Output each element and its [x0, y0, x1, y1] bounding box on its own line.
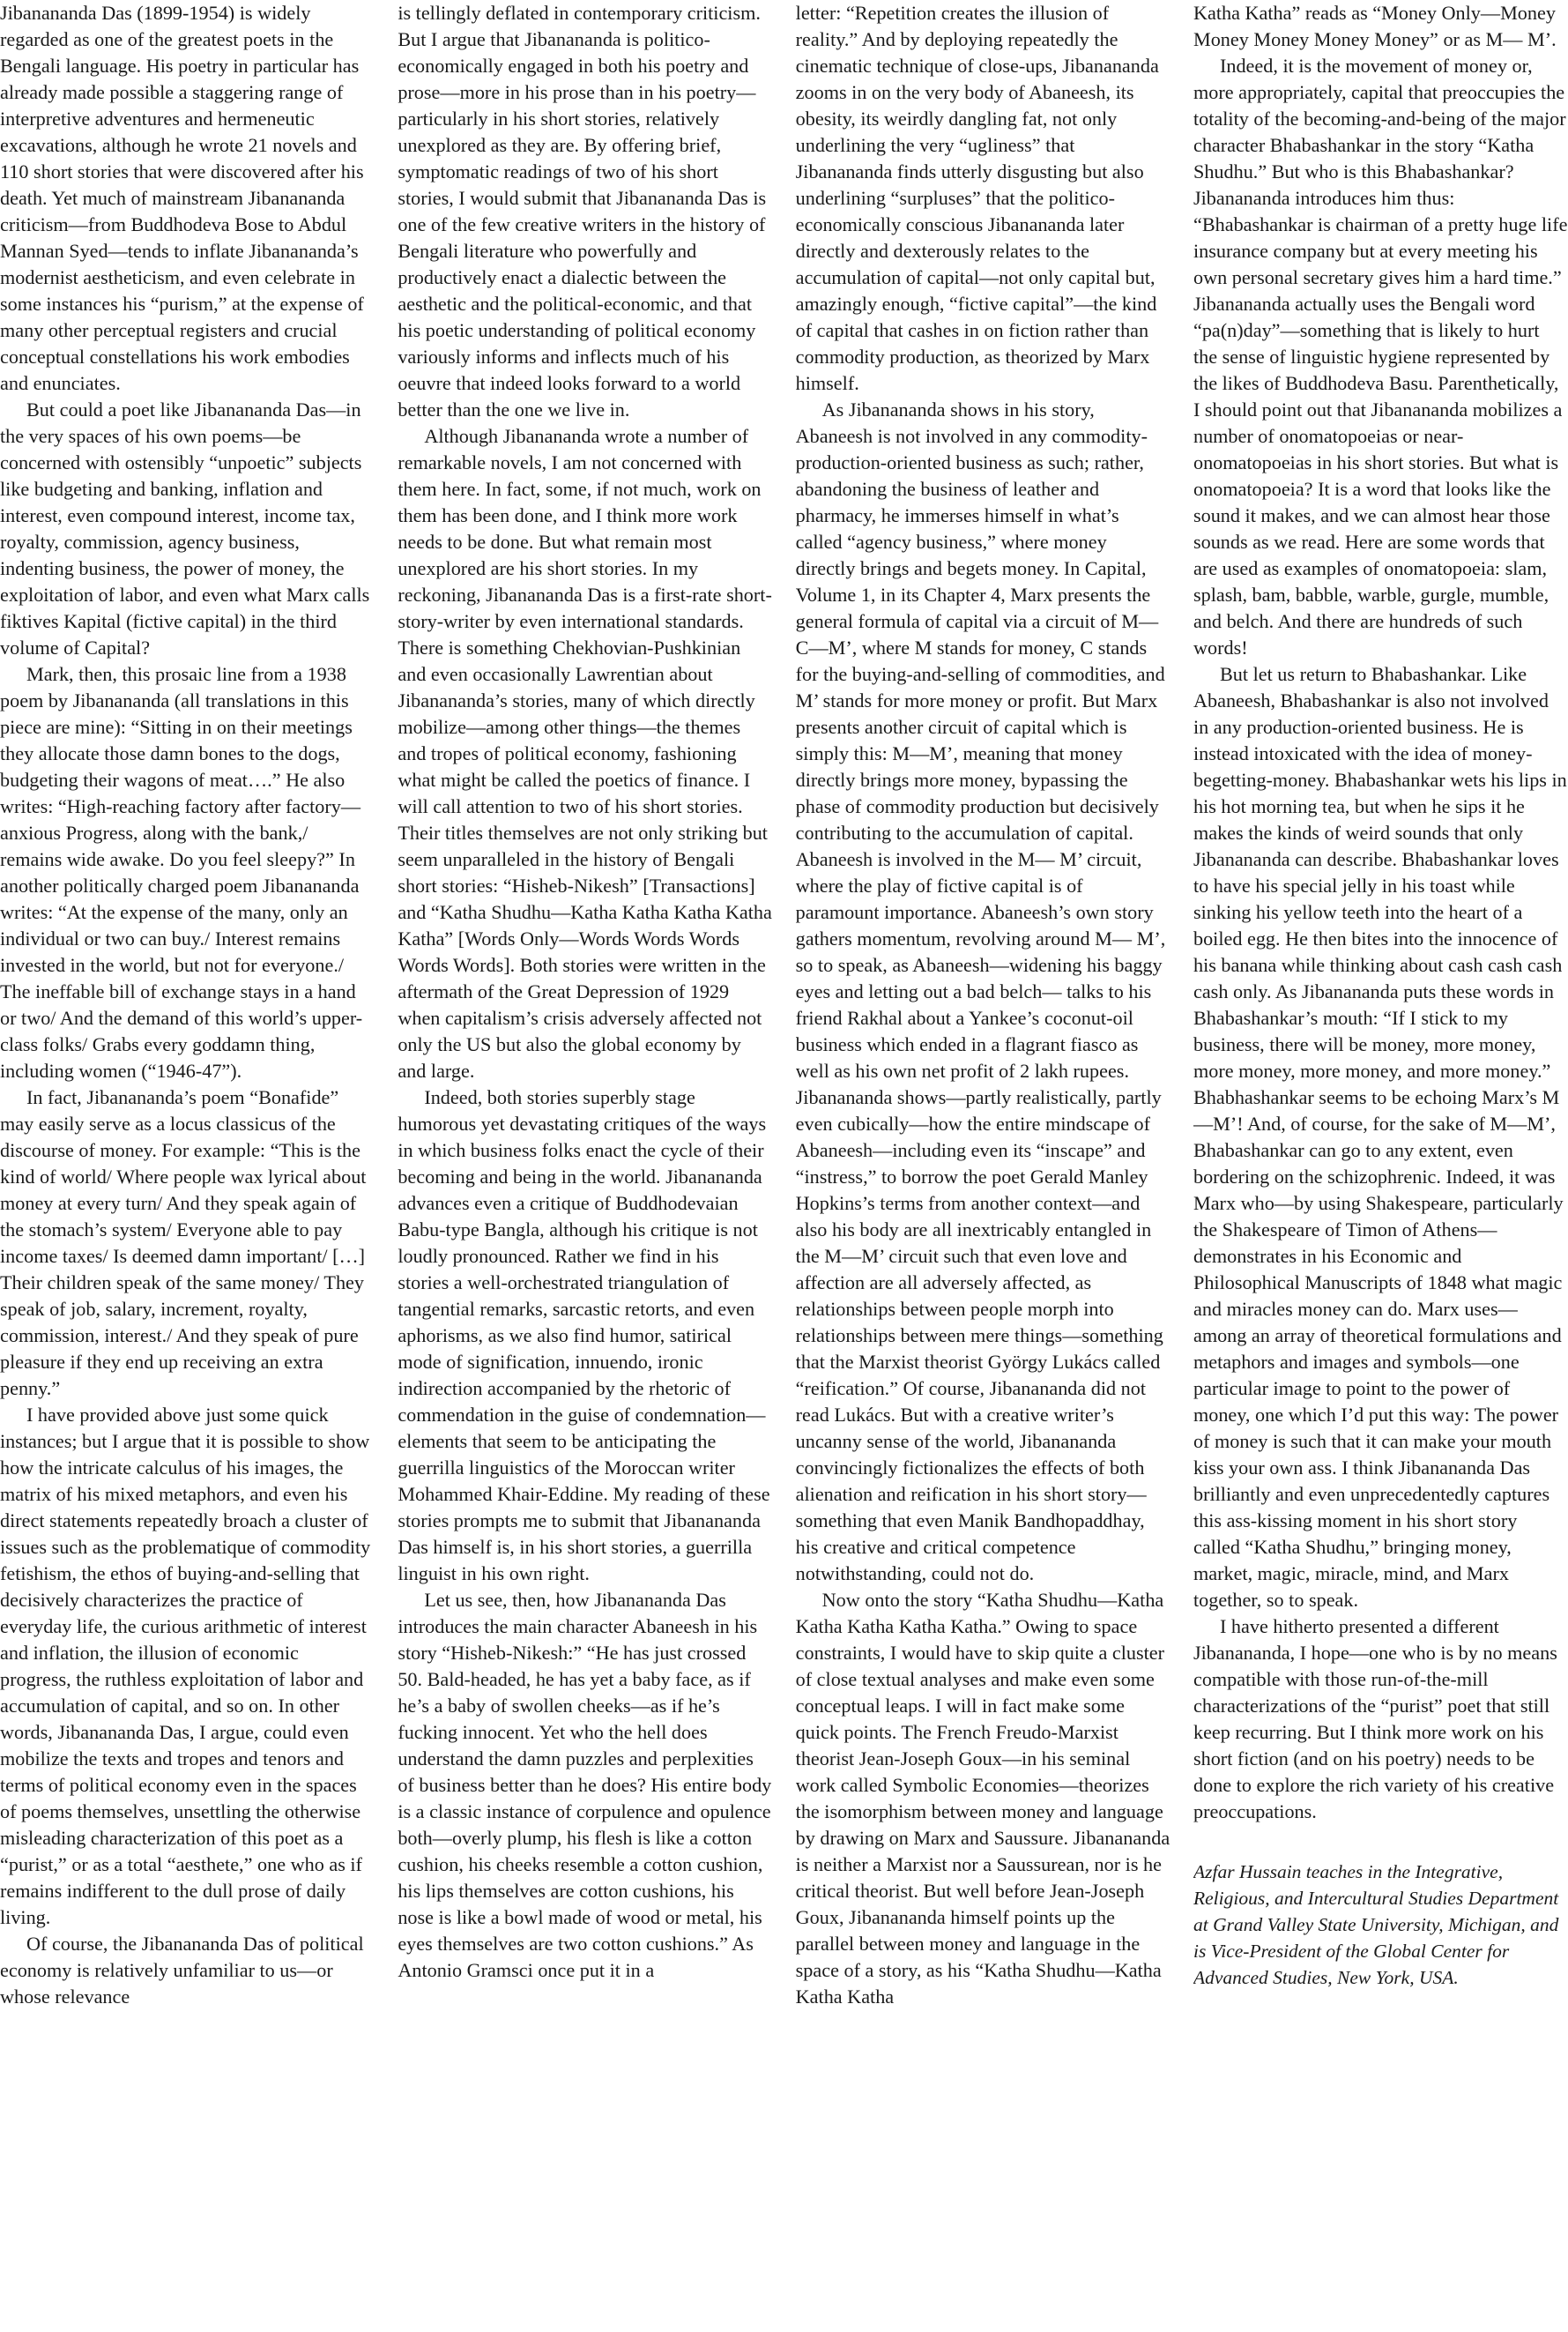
paragraph: Of course, the Jibanananda Das of political economy is relatively unfamiliar to us—or whose relevance	[0, 1933, 364, 2008]
column-3	[796, 0, 1170, 2332]
paragraph: Indeed, both stories superbly stage humorous yet devastating critiques of the ways in which business folks enact the cycle of their becoming and being in the world. Jibanananda advances even a critique of Buddhodevaian Babu-type Bangla, although his critique is not loudly pronounced. Rather we find in his stories a well-orchestrated triangulation of tangential remarks, sarcastic retorts, and even aphorisms, as we also find humor, satirical mode of signification, innuendo, ironic indirection accompanied by the rhetoric of commendation in the guise of condemnation—elements that seem to be anticipating the guerrilla linguistics of the Moroccan writer Mohammed Khair-Eddine. My reading of these stories prompts me to submit that Jibanananda Das himself is, in his short stories, a guerrilla linguist in his own right.	[398, 1086, 770, 1584]
paragraph: Now onto the story “Katha Shudhu—Katha Katha Katha Katha Katha.” Owing to space constraints, I would have to skip quite a cluster of close textual analyses and make even some conceptual leaps. I will in fact make some quick points. The French Freudo-Marxist theorist Jean-Joseph Goux—in his seminal work called Symbolic Economies—theorizes the isomorphism between money and language by drawing on Marx and Saussure. Jibanananda is neither a Marxist nor a Saussurean, nor is he critical theorist. But well before Jean-Joseph Goux, Jibanananda himself points up the parallel between money and language in the space of a story, as his “Katha Shudhu—Katha Katha Katha	[795, 1589, 1170, 2008]
paragraph: In fact, Jibanananda’s poem “Bonafide” may easily serve as a locus classicus of the discourse of money. For example: “This is the kind of world/ Where people wax lyrical about money at every turn/ And they speak again of the stomach’s system/ Everyone able to pay income taxes/ Is deemed damn important/ […] Their children speak of the same money/ They speak of job, salary, increment, royalty, commission, interest./ And they speak of pure pleasure if they end up receiving an extra penny.”	[0, 1086, 367, 1399]
paragraph: I have provided above just some quick instances; but I argue that it is possible to show how the intricate calculus of his images, the matrix of his mixed metaphors, and even his direct statements repeatedly broach a cluster of issues such as the problematique of commodity fetishism, the ethos of buying-and-selling that decisively characterizes the practice of everyday life, the curious arithmetic of interest and inflation, the illusion of economic progress, the ruthless exploitation of labor and accumulation of capital, and so on. In other words, Jibanananda Das, I argue, could even mobilize the texts and tropes and tenors and terms of political economy even in the spaces of poems themselves, unsettling the otherwise misleading characterization of this poet as a “purist,” or as a total “aesthete,” one who as if remains indifferent to the dull prose of daily living.	[0, 1404, 371, 1928]
author-bio: Azfar Hussain teaches in the Integrative, Religious, and Intercultural Studies Department at Grand Valley State University, Michigan, and is Vice-President of the Global Center for Advanced Studies, New York, USA.	[1193, 1861, 1559, 1988]
paragraph: Indeed, it is the movement of money or, more appropriately, capital that preoccupies the totality of the becoming-and-being of the major character Bhabashankar in the story “Katha Shudhu.” But who is this Bhabashankar? Jibanananda introduces him thus: “Bhabashankar is chairman of a pretty huge life insurance company but at every meeting his own personal secretary gives him a hard time.” Jibanananda actually uses the Bengali word “pa(n)day”—something that is likely to hurt the sense of linguistic hygiene represented by the likes of Buddhodeva Basu. Parenthetically, I should point out that Jibanananda mobilizes a number of onomatopoeias or near-onomatopoeias in his short stories. But what is onomatopoeia? It is a word that looks like the sound it makes, and we can almost hear those sounds as we read. Here are some words that are used as examples of onomatopoeia: slam, splash, bam, babble, warble, gurgle, mumble, and belch. And there are hundreds of such words!	[1193, 55, 1568, 659]
paragraph: But let us return to Bhabashankar. Like Abaneesh, Bhabashankar is also not involved in any production-oriented business. He is instead intoxicated with the idea of money-begetting-money. Bhabashankar wets his lips in his hot morning tea, but when he sips it he makes the kinds of weird sounds that only Jibanananda can describe. Bhabashankar loves to have his special jelly in his toast while sinking his yellow teeth into the heart of a boiled egg. He then bites into the innocence of his banana while thinking about cash cash cash cash only. As Jibanananda puts these words in Bhabashankar’s mouth: “If I stick to my business, there will be money, more money, more money, more money, and more money.” Bhabhashankar seems to be echoing Marx’s M—M’! And, of course, for the sake of M—M’, Bhabashankar can go to any extent, even bordering on the schizophrenic. Indeed, it was Marx who—by using Shakespeare, particularly the Shakespeare of Timon of Athens—demonstrates in his Economic and Philosophical Manuscripts of 1848 what magic and miracles money can do. Marx uses—among an array of theoretical formulations and metaphors and images and symbols—one particular image to point to the power of money, one which I’d put this way: The power of money is such that it can make your mouth kiss your own ass. I think Jibanananda Das brilliantly and even unprecedentedly captures this ass-kissing moment in his short story called “Katha Shudhu,” bringing money, market, magic, miracle, mind, and Marx together, so to speak.	[1193, 663, 1567, 1611]
column-4	[1193, 0, 1568, 2332]
paragraph: is tellingly deflated in contemporary criticism. But I argue that Jibanananda is politico-economically engaged in both his poetry and prose—more in his prose than in his poetry—particularly in his short stories, relatively unexplored as they are. By offering brief, symptomatic readings of two of his short stories, I would submit that Jibanananda Das is one of the few creative writers in the history of Bengali literature who powerfully and productively enact a dialectic between the aesthetic and the political-economic, and that his poetic understanding of political economy variously informs and inflects much of his oeuvre that indeed looks forward to a world better than the one we live in.	[398, 2, 767, 421]
paragraph: letter: “Repetition creates the illusion of reality.” And by deploying repeatedly the cinematic technique of close-ups, Jibanananda zooms in on the very body of Abaneesh, its obesity, its weirdly dangling fat, not only underlining the very “ugliness” that Jibanananda finds utterly disgusting but also underlining “surpluses” that the politico-economically conscious Jibanananda later directly and dexterously relates to the accumulation of capital—not only capital but, amazingly enough, “fictive capital”—the kind of capital that cashes in on fiction rather than commodity production, as theorized by Marx himself.	[795, 2, 1159, 394]
paragraph: Although Jibanananda wrote a number of remarkable novels, I am not concerned with them here. In fact, some, if not much, work on them has been done, and I think more work needs to be done. But what remain most unexplored are his short stories. In my reckoning, Jibanananda Das is a first-rate short-story-writer by even international standards. There is something Chekhovian-Pushkinian and even occasionally Lawrentian about Jibanananda’s stories, many of which directly mobilize—among other things—the themes and tropes of political economy, fashioning what might be called the poetics of finance. I will call attention to two of his short stories. Their titles themselves are not only striking but seem unparalleled in the history of Bengali short stories: “Hisheb-Nikesh” [Transactions] and “Katha Shudhu—Katha Katha Katha Katha Katha” [Words Only—Words Words Words Words Words]. Both stories were written in the aftermath of the Great Depression of 1929 when capitalism’s crisis adversely affected not only the US but also the global economy by and large.	[398, 425, 772, 1082]
paragraph: Mark, then, this prosaic line from a 1938 poem by Jibanananda (all translations in this piece are mine): “Sitting in on their meetings they allocate those damn bones to the dogs, budgeting their wagons of meat….” He also writes: “High-reaching factory after factory—anxious Progress, along with the bank,/ remains wide awake. Do you feel sleepy?” In another politically charged poem Jibanananda writes: “At the expense of the many, only an individual or two can buy./ Interest remains invested in the world, but not for everyone./ The ineffable bill of exchange stays in a hand or two/ And the demand of this world’s upper-class folks/ Grabs every goddamn thing, including women (“1946-47”).	[0, 663, 363, 1082]
column-2	[398, 0, 772, 2332]
paragraph: I have hitherto presented a different Jibanananda, I hope—one who is by no means compatible with those run-of-the-mill characterizations of the “purist” poet that still keep recurring. But I think more work on his short fiction (and on his poetry) needs to be done to explore the rich variety of his creative preoccupations.	[1193, 1615, 1557, 1822]
paragraph: As Jibanananda shows in his story, Abaneesh is not involved in any commodity-production-oriented business as such; rather, abandoning the business of leather and pharmacy, he immerses himself in what’s called “agency business,” where money directly brings and begets money. In Capital, Volume 1, in its Chapter 4, Marx presents the general formula of capital via a circuit of M—C—M’, where M stands for money, C stands for the buying-and-selling of commodities, and M’ stands for more money or profit. But Marx presents another circuit of capital which is simply this: M—M’, meaning that money directly brings more money, bypassing the phase of commodity production but decisively contributing to the accumulation of capital. Abaneesh is involved in the M— M’ circuit, where the play of fictive capital is of paramount importance. Abaneesh’s own story gathers momentum, revolving around M— M’, so to speak, as Abaneesh—widening his baggy eyes and letting out a bad belch— talks to his friend Rakhal about a Yankee’s coconut-oil business which ended in a flagrant fiasco as well as his own net profit of 2 lakh rupees. Jibanananda shows—partly realistically, partly even cubically—how the entire mindscape of Abaneesh—including even its “inscape” and “instress,” to borrow the poet Gerald Manley Hopkins’s terms from another context—and also his body are all inextricably entangled in the M—M’ circuit such that even love and affection are all adversely affected, as relationships between people morph into relationships between mere things—something that the Marxist theorist György Lukács called “reification.” Of course, Jibanananda did not read Lukács. But with a creative writer’s uncanny sense of the world, Jibanananda convincingly fictionalizes the effects of both alienation and reification in his short story—something that even Manik Bandhopaddhay, his creative and critical competence notwithstanding, could not do.	[795, 399, 1166, 1584]
paragraph: Katha Katha” reads as “Money Only—Money Money Money Money Money” or as M— M’.	[1193, 2, 1557, 50]
paragraph: But could a poet like Jibanananda Das—in the very spaces of his own poems—be concerned with ostensibly “unpoetic” subjects like budgeting and banking, inflation and interest, even compound interest, income tax, royalty, commission, agency business, indenting business, the power of money, the exploitation of labor, and even what Marx calls fiktives Kapital (fictive capital) in the third volume of Capital?	[0, 399, 370, 659]
column-1	[0, 0, 375, 2332]
paragraph: Jibanananda Das (1899-1954) is widely regarded as one of the greatest poets in the Bengali language. His poetry in particular has already made possible a staggering range of interpretive adventures and hermeneutic excavations, although he wrote 21 novels and 110 short stories that were discovered after his death. Yet much of mainstream Jibanananda criticism—from Buddhodeva Bose to Abdul Mannan Syed—tends to inflate Jibanananda’s modernist aestheticism, and even celebrate in some instances his “purism,” at the expense of many other perceptual registers and crucial conceptual constellations his work embodies and enunciates.	[0, 2, 364, 394]
paragraph: Let us see, then, how Jibanananda Das introduces the main character Abaneesh in his story “Hisheb-Nikesh:” “He has just crossed 50. Bald-headed, he has yet a baby face, as if he’s a baby of swollen cheeks—as if he’s fucking innocent. Yet who the hell does understand the damn puzzles and perplexities of business better than he does? His entire body is a classic instance of corpulence and opulence both—overly plump, his flesh is like a cotton cushion, his cheeks resemble a cotton cushion, his lips themselves are cotton cushions, his nose is like a bowl made of wood or metal, his eyes themselves are two cotton cushions.” As Antonio Gramsci once put it in a	[398, 1589, 772, 1981]
